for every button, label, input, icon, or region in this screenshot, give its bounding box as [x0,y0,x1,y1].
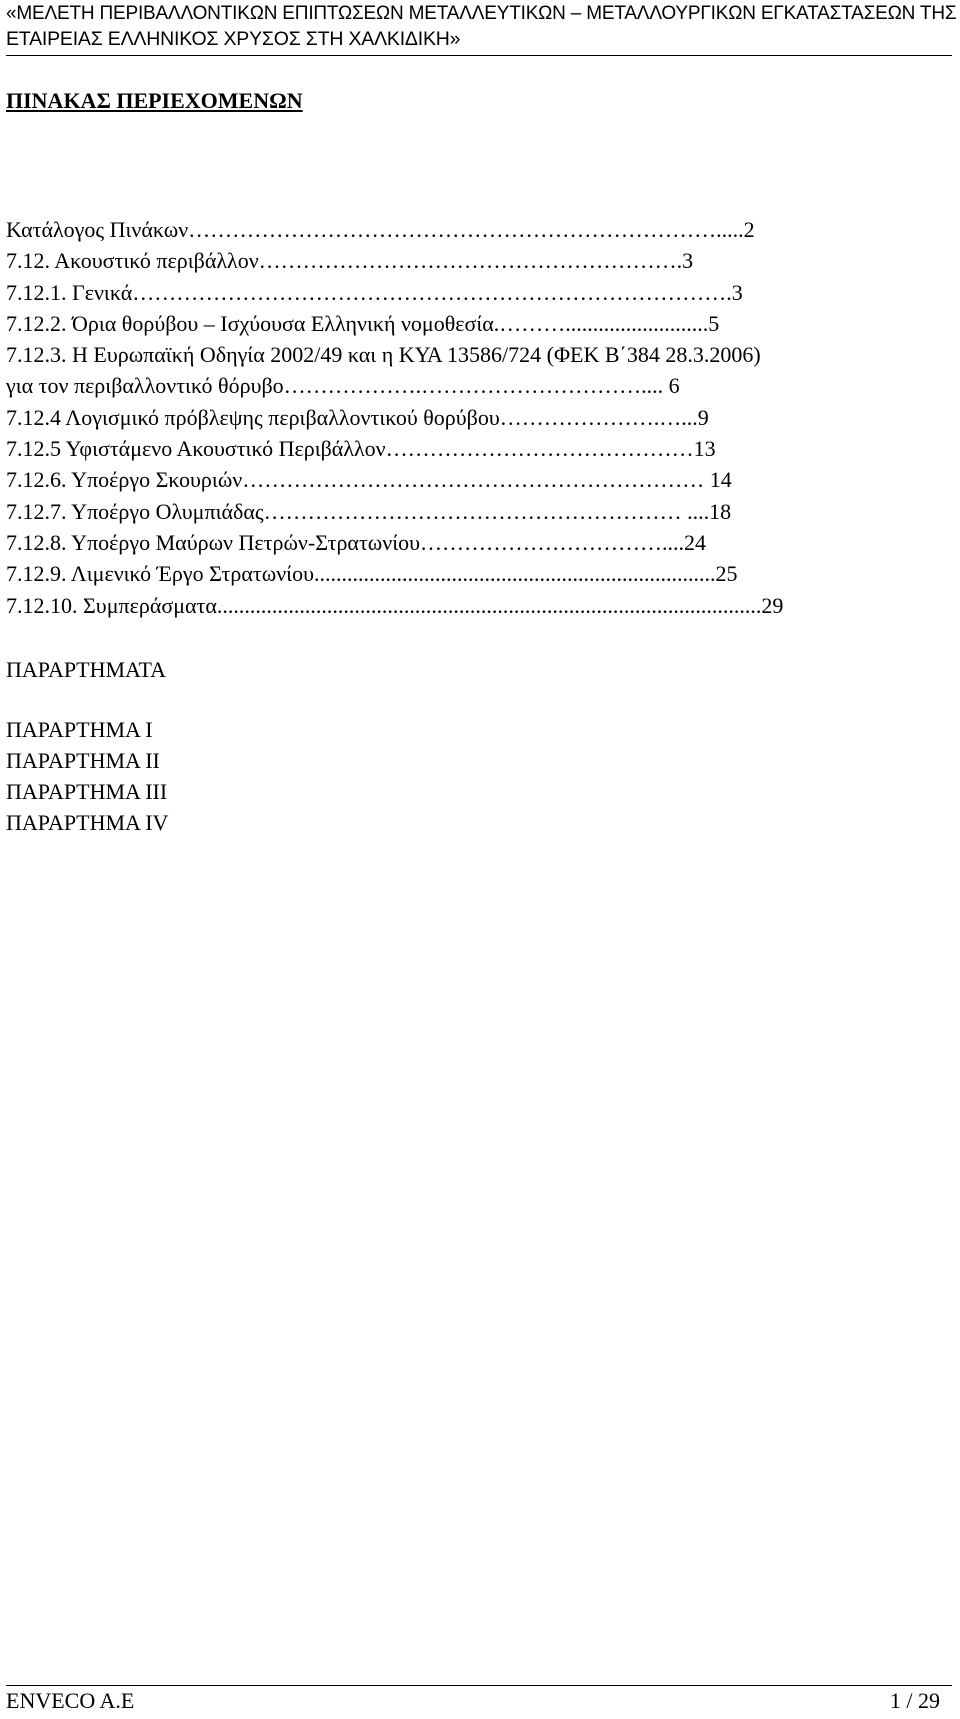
toc-title: ΠΙΝΑΚΑΣ ΠΕΡΙΕΧΟΜΕΝΩΝ [6,88,303,113]
footer-company: ENVECO A.E [6,1688,135,1713]
toc-entry-7-12-5[interactable]: 7.12.5 Υφιστάμενο Ακουστικό Περιβάλλον……………………………………13 [6,436,716,462]
footer-divider [6,1685,952,1686]
header-title-line-2: ΕΤΑΙΡΕΙΑΣ ΕΛΛΗΝΙΚΟΣ ΧΡΥΣΟΣ ΣΤΗ ΧΑΛΚΙΔΙΚΗ» [6,28,461,50]
toc-entry-7-12-7[interactable]: 7.12.7. Υποέργο Ολυμπιάδας………………………………………………… ....18 [6,498,732,524]
toc-entry-7-12[interactable]: 7.12. Ακουστικό περιβάλλον………………………………………………….3 [6,248,694,274]
toc-entry-7-12-8[interactable]: 7.12.8. Υποέργο Μαύρων Πετρών-Στρατωνίου……………………………....24 [6,529,707,555]
toc-entry-7-12-10[interactable]: 7.12.10. Συμπεράσματα...................................................................................................29 [6,592,784,618]
toc-entry-7-12-9[interactable]: 7.12.9. Λιμενικό Έργο Στρατωνίου.........................................................................25 [6,561,738,587]
header-title-line-1: «ΜΕΛΕΤΗ ΠΕΡΙΒΑΛΛΟΝΤΙΚΩΝ ΕΠΙΠΤΩΣΕΩΝ ΜΕΤΑΛΛΕΥΤΙΚΩΝ – ΜΕΤΑΛΛΟΥΡΓΙΚΩΝ ΕΓΚΑΤΑΣΤΑΣΕΩΝ ΤΗΣ [6,2,957,24]
toc-entry-7-12-3[interactable]: 7.12.3. Η Ευρωπαϊκή Οδηγία 2002/49 και η ΚΥΑ 13586/724 (ΦΕΚ Β΄384 28.3.2006) [6,342,761,368]
toc-entry-7-12-3-continued[interactable]: για τον περιβαλλοντικό θόρυβο……………….………………………….... 6 [6,373,680,399]
appendices-list [6,714,168,838]
appendix-item-4: ΠΑΡΑΡΤΗΜΑ ΙV [6,810,169,835]
toc-entry-7-12-6[interactable]: 7.12.6. Υποέργο Σκουριών……………………………………………………… 14 [6,467,732,493]
appendix-item-2: ΠΑΡΑΡΤΗΜΑ ΙΙ [6,748,160,773]
toc-entry-7-12-1[interactable]: 7.12.1. Γενικά……………………………………………………………………….3 [6,279,743,305]
table-of-contents [6,214,946,621]
header-divider [6,55,952,56]
toc-entry-7-12-2[interactable]: 7.12.2. Όρια θορύβου – Ισχύουσα Ελληνική νομοθεσία.………..........................5 [6,310,720,336]
page-number: 1 / 29 [889,1688,940,1713]
toc-entry-7-12-4[interactable]: 7.12.4 Λογισμικό πρόβλεψης περιβαλλοντικού θορύβου………………….…...9 [6,404,709,430]
page-header [6,0,956,52]
toc-entry-list-of-tables[interactable]: Κατάλογος Πινάκων……………………………………………………………….....2 [6,217,755,242]
appendix-item-1: ΠΑΡΑΡΤΗΜΑ Ι [6,717,153,742]
appendix-item-3: ΠΑΡΑΡΤΗΜΑ ΙΙΙ [6,779,168,804]
appendices-title: ΠΑΡΑΡΤΗΜΑΤΑ [6,657,167,682]
